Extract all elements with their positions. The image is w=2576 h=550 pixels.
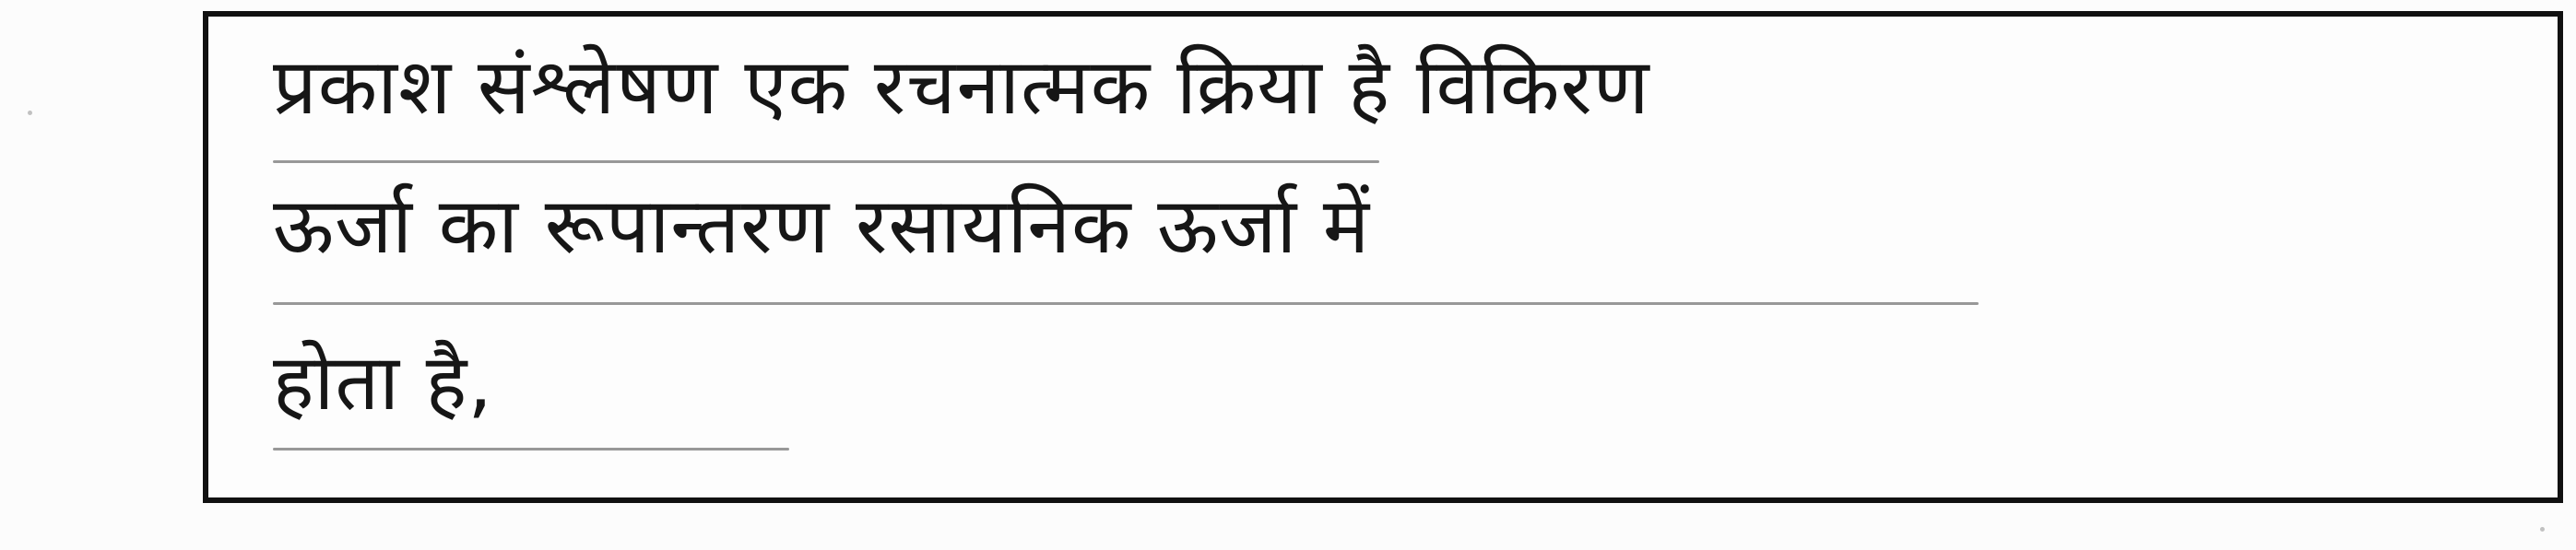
- scan-speck: [2540, 527, 2545, 532]
- pen-stroke: [273, 448, 789, 451]
- answer-line-3: होता है,: [273, 337, 494, 427]
- answer-line-2: ऊर्जा का रूपान्तरण रसायनिक ऊर्जा में: [273, 181, 1371, 271]
- pen-stroke: [273, 302, 1979, 305]
- answer-line-1: प्रकाश संश्लेषण एक रचनात्मक क्रिया है विकिरण: [273, 41, 1650, 132]
- pen-stroke: [273, 160, 1379, 163]
- answer-box: [203, 11, 2563, 503]
- scan-speck: [28, 111, 32, 115]
